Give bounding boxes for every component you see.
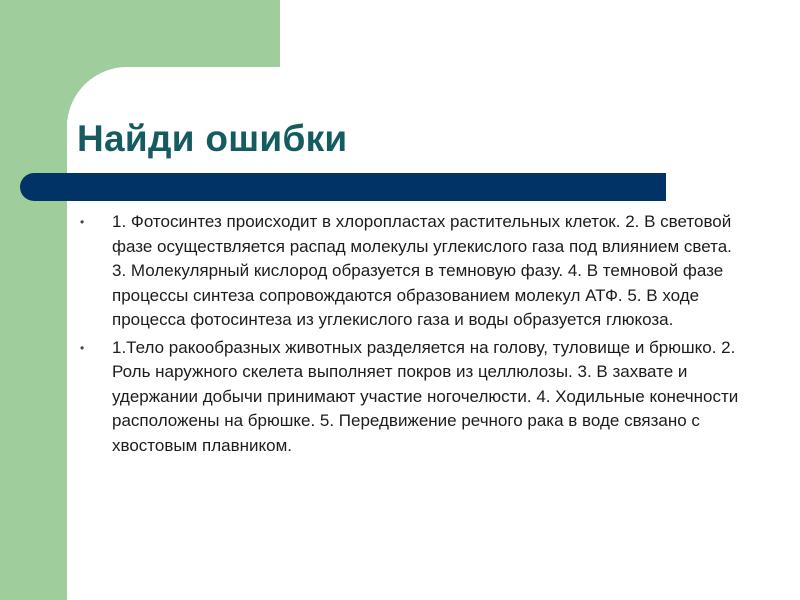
bullet-text: 1.Тело ракообразных животных разделяется на голову, туловище и брюшко. 2. Роль наружного скелета выполняет покров из целлюлозы. 3. В захвате и удержании добычи принимают участие ногочелюсти. 4. Ходильные конечности расположены на брюшке. 5. Передвижение речного рака в воде связано с хвостовым плавником. bbox=[112, 337, 739, 455]
slide-title: Найди ошибки bbox=[77, 118, 348, 159]
bullet-list bbox=[80, 210, 750, 461]
bullet-text: 1. Фотосинтез происходит в хлоропластах растительных клеток. 2. В световой фазе осуществляется распад молекулы углекислого газа под влиянием света. 3. Молекулярный кислород образуется в темновую фазу. 4. В темновой фазе процессы синтеза сопровождаются образованием молекул АТФ. 5. В ходе процесса фотосинтеза из углекислого газа и воды образуется глюкоза. bbox=[112, 212, 732, 329]
title-underline-bar bbox=[20, 173, 666, 201]
bullet-item-1 bbox=[80, 210, 750, 333]
bullet-item-2 bbox=[80, 336, 750, 459]
bullet-marker: • bbox=[80, 340, 85, 355]
bullet-marker: • bbox=[80, 215, 85, 229]
